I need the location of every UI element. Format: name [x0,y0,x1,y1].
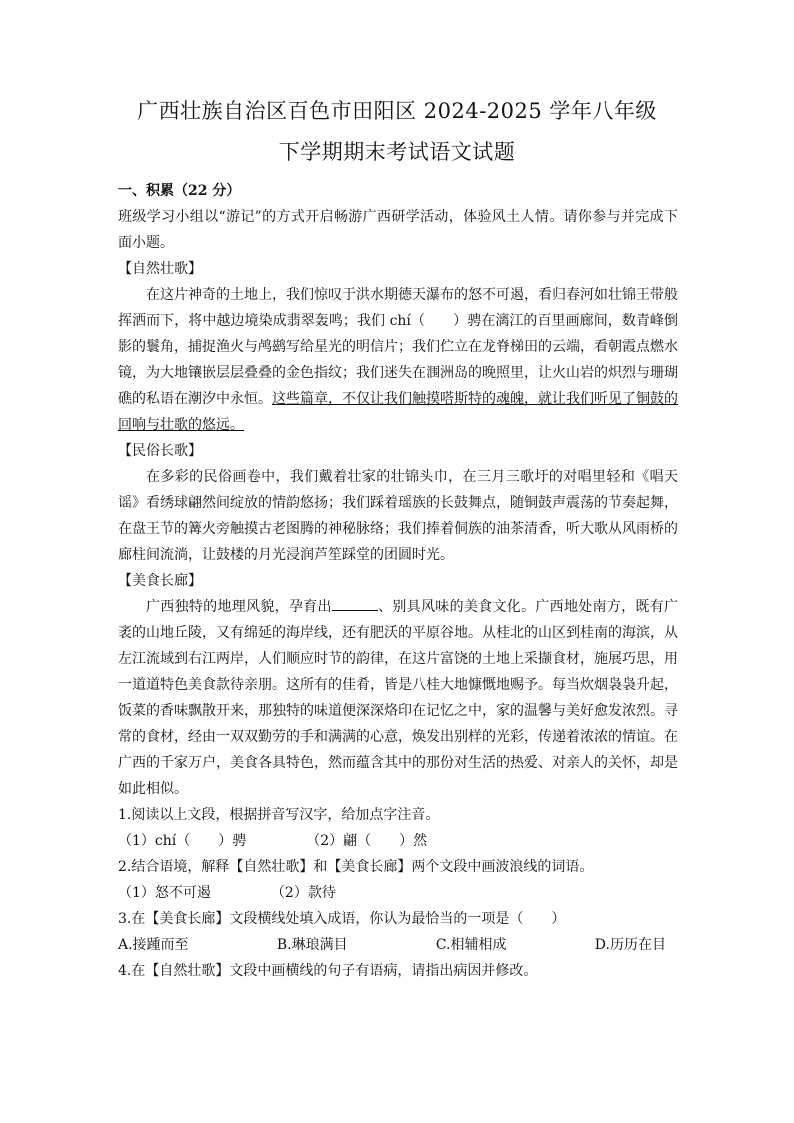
exam-title-line2: 下学期期末考试语文试题 [278,140,516,164]
question-1-item-b: （2）翩（ ）然 [306,833,428,849]
question-2-item-a: （1）怒不可遏 [118,885,211,901]
part-label-folk: 【民俗长歌】 [118,443,202,459]
question-3-options [118,932,666,958]
question-1-stem: 1.阅读以上文段，根据拼音写汉字，给加点字注音。 [118,807,440,823]
option-d[interactable]: D.历历在目 [594,937,666,953]
question-1-items [118,828,678,854]
section-heading: 一、积累（22 分） [118,183,241,199]
option-c[interactable]: C.相辅相成 [435,937,507,953]
question-2-stem: 2.结合语境，解释【自然壮歌】和【美食长廊】两个文段中画波浪线的词语。 [118,859,594,875]
part-text-folk: 在多彩的民俗画卷中，我们戴着壮家的壮锦头巾，在三月三歌圩的对唱里轻和《唱天谣》看绣球翩然间绽放的情韵悠扬；我们踩着瑶族的长鼓舞点，随铜鼓声震荡的节奏起舞，在盘王节的篝火旁触摸古老图腾的神秘脉络；我们捧着侗族的油茶清香，听大歌从风雨桥的廊柱间流淌，让鼓楼的月光浸润芦笙踩堂的团圆时光。 [118,469,678,563]
fill-blank[interactable] [332,596,378,611]
part-text-food [118,594,678,802]
nature-underlined-sentence: 这些篇章，不仅让我们触摸嗒斯特的魂魄，就让我们听见了铜鼓的回响与壮歌的悠远。 [118,391,678,433]
food-text-before: 广西独特的地理风貌，孕育出 [146,599,332,615]
question-2-item-b: （2）款待 [270,885,336,901]
section-intro: 班级学习小组以“游记”的方式开启畅游广西研学活动，体验风土人情。请你参与并完成下面小题。 [118,209,678,251]
question-2-items [118,880,678,906]
part-text-nature [118,282,678,438]
exam-body [118,178,678,984]
exam-title-line1: 广西壮族自治区百色市田阳区 2024-2025 学年八年级 [137,99,657,123]
option-a[interactable]: A.接踵而至 [118,937,189,953]
question-3-stem: 3.在【美食长廊】文段横线处填入成语，你认为最恰当的一项是（ ） [118,911,566,927]
option-b[interactable]: B.琳琅满目 [276,937,348,953]
nature-text-main: 在这片神奇的土地上，我们惊叹于洪水期德天瀑布的怒不可遏，看归春河如壮锦王带般挥洒而下，将中越边境染成翡翠轰鸣；我们 chí（ ）骋在漓江的百里画廊间，数青峰倒影的鬟角，捕捉渔火与鸬鹚写给星光的明信片；我们伫立在龙脊梯田的云端，看朝霞点燃水镜，为大地镶嵌层层叠叠的金色指纹；我们迷失在涠洲岛的晚照里，让火山岩的炽烈与珊瑚礁的私语在潮汐中永恒。 [118,287,678,407]
part-label-nature: 【自然壮歌】 [118,261,202,277]
question-4-stem: 4.在【自然壮歌】文段中画横线的句子有语病，请指出病因并修改。 [118,963,538,979]
question-1-item-a: （1）chí（ ）骋 [118,833,247,849]
part-label-food: 【美食长廊】 [118,573,202,589]
food-text-after: 、别具风味的美食文化。广西地处南方，既有广袤的山地丘陵，又有绵延的海岸线，还有肥沃的平原谷地。从桂北的山区到桂南的海滨，从左江流域到右江两岸，人们顺应时节的韵律，在这片富饶的土地上采撷食材，施展巧思，用一道道特色美食款待亲朋。这所有的佳肴，皆是八桂大地慷慨地赐予。每当炊烟袅袅升起，饭菜的香味飘散开来，那独特的味道便深深烙印在记忆之中，家的温馨与美好愈发浓烈。寻常的食材，经由一双双勤劳的手和满满的心意，焕发出别样的光彩，传递着浓浓的情谊。在广西的千家万户，美食各具特色，然而蕴含其中的那份对生活的热爱、对亲人的关怀，却是如此相似。 [118,599,679,797]
